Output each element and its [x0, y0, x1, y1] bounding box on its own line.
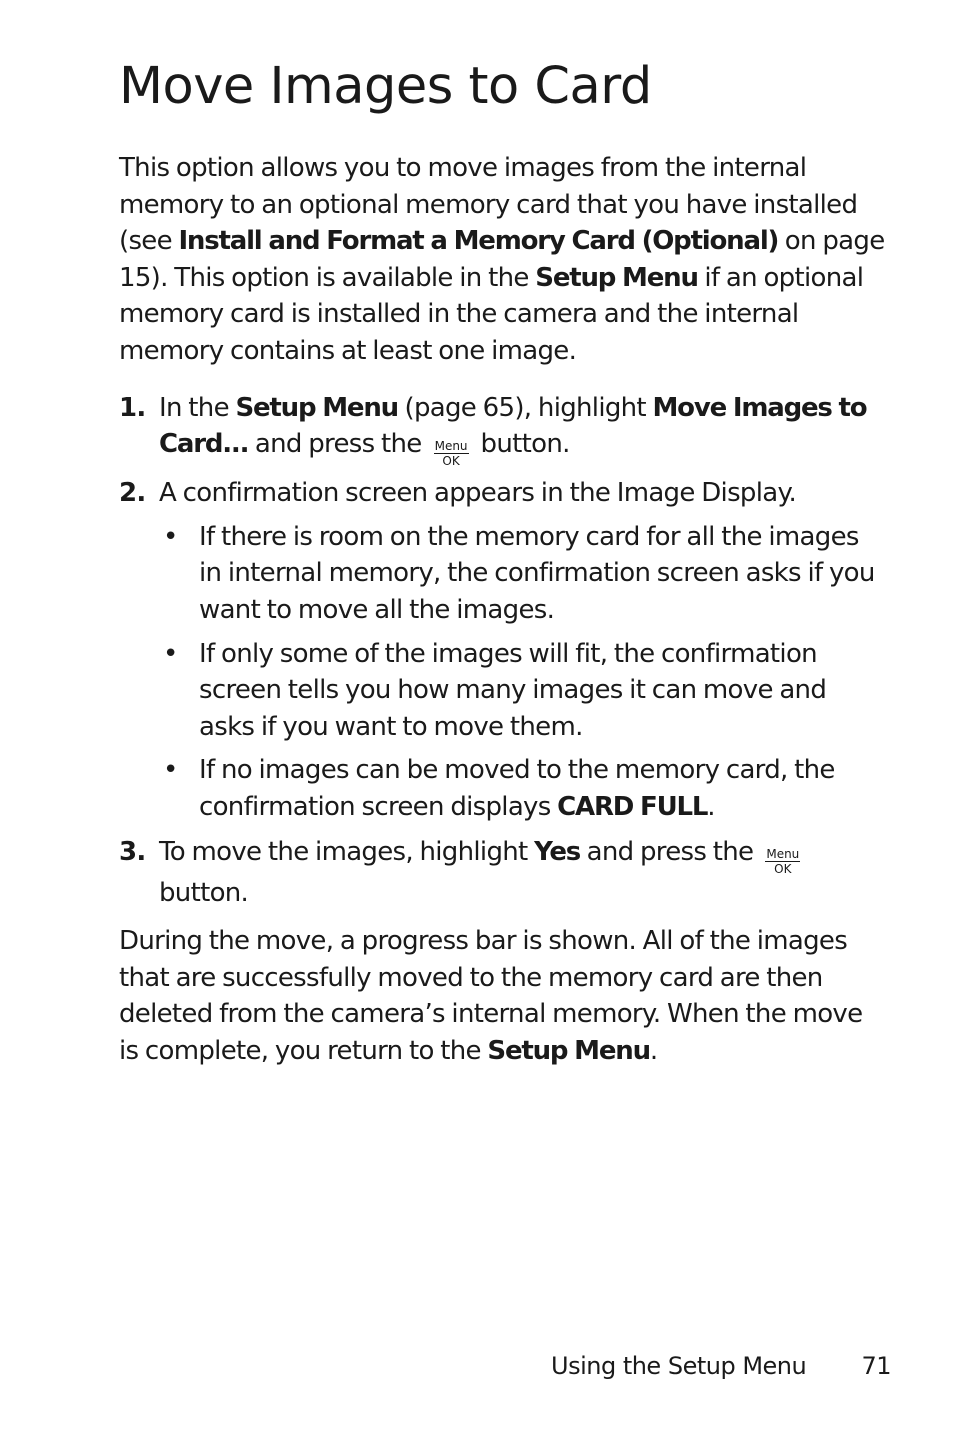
bullet-icon: •: [163, 521, 178, 552]
setup-menu-term: Setup Menu: [487, 1035, 650, 1066]
setup-menu-term: Setup Menu: [535, 262, 698, 293]
step-3: 3. To move the images, highlight Yes and press the Menu OK button.: [119, 834, 887, 912]
bullet-item: • If no images can be moved to the memory card, the confirmation screen displays CARD FULL.: [159, 752, 887, 825]
card-full-message: CARD FULL: [557, 791, 708, 822]
step-2: [119, 475, 887, 825]
step-text: A confirmation screen appears in the Image Display.: [159, 478, 797, 509]
closing-paragraph: During the move, a progress bar is shown. All of the images that are successfully moved to the memory card are then deleted from the camera’s internal memory. When the move is complete, you return to the Setup Menu.: [119, 926, 863, 1066]
page-content: [119, 150, 887, 1069]
install-format-reference: Install and Format a Memory Card (Optional): [178, 226, 779, 257]
step-number: 3.: [119, 836, 146, 867]
bullet-icon: •: [163, 638, 178, 669]
step-number: 1.: [119, 392, 146, 423]
footer-section-title: Using the Setup Menu: [551, 1352, 807, 1380]
page-title: Move Images to Card: [119, 57, 652, 116]
page-number: 71: [861, 1352, 891, 1380]
steps-list: [119, 390, 887, 912]
intro-paragraph: This option allows you to move images from the internal memory to an optional memory card that you have installed (see Install and Format a Memory Card (Optional) on page 15). This option is available in the Setup Menu if an optional memory card is installed in the camera and the internal memory contains at least one image.: [119, 153, 885, 366]
bullet-item: • If there is room on the memory card for all the images in internal memory, the confirmation screen asks if you want to move all the images.: [159, 519, 887, 629]
step-1: 1. In the Setup Menu (page 65), highlight Move Images to Card... and press the Menu OK button.: [119, 390, 887, 468]
bullet-list: [159, 519, 887, 826]
bullet-icon: •: [163, 755, 178, 786]
menu-ok-button-icon: Menu OK: [766, 846, 800, 876]
page-footer: [551, 1350, 891, 1382]
bullet-item: • If only some of the images will fit, the confirmation screen tells you how many images it can move and asks if you want to move them.: [159, 636, 887, 746]
step-number: 2.: [119, 478, 146, 509]
menu-ok-button-icon: Menu OK: [434, 439, 468, 469]
